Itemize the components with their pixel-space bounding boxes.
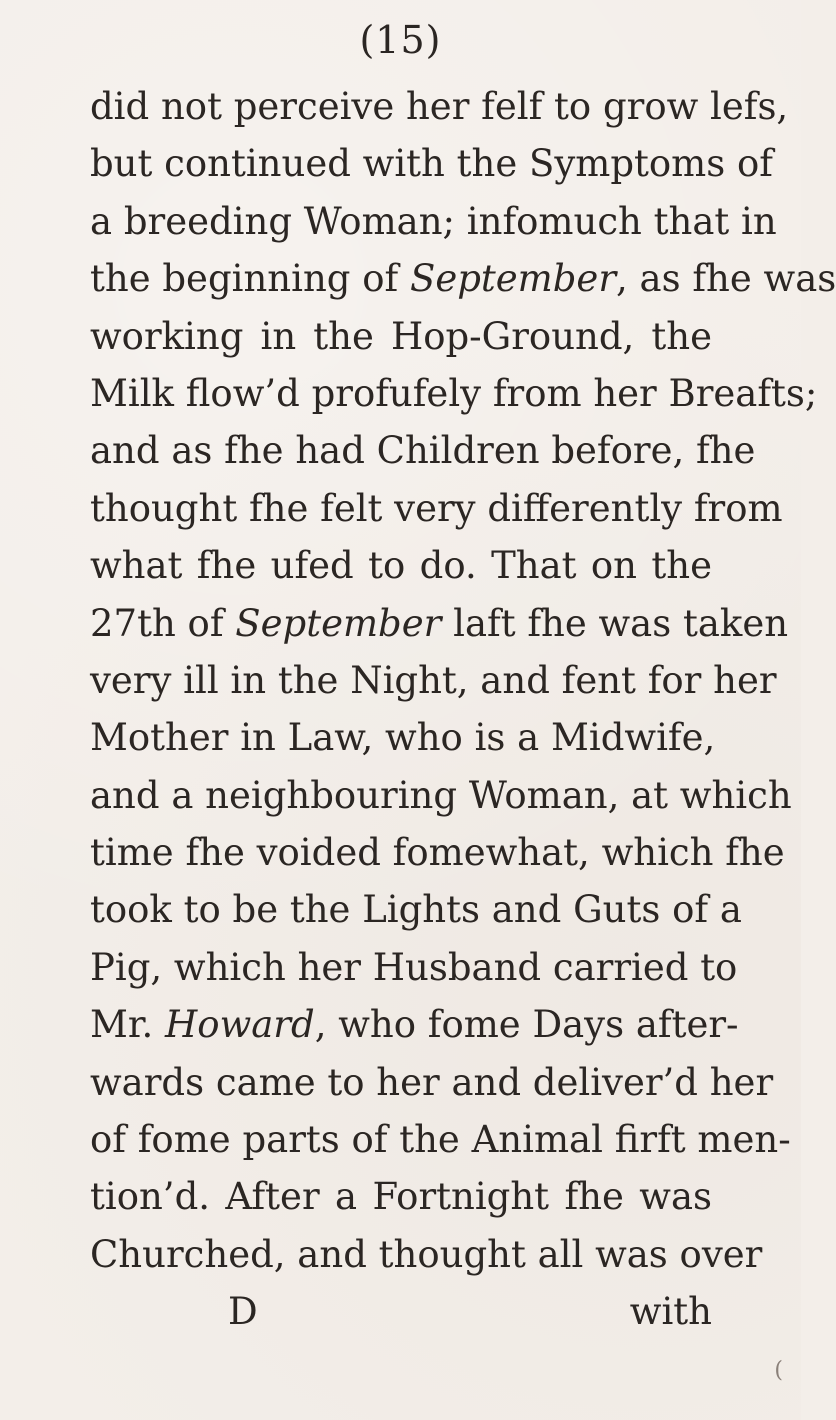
page-footer-line	[90, 1283, 712, 1340]
text-line: Mother in Law, who is a Midwife,	[90, 716, 716, 760]
text-line: Mr. Howard, who fome Days after-	[90, 1003, 739, 1047]
italic-month: September	[235, 601, 442, 645]
text-line: working in the Hop-Ground, the	[90, 314, 712, 358]
text-line: and as fhe had Children before, fhe	[90, 429, 756, 473]
catchword: with	[629, 1290, 712, 1334]
text-line: Pig, which her Husband carried to	[90, 945, 738, 989]
italic-name: Howard	[165, 1003, 315, 1047]
text-line: thought fhe felt very differently from	[90, 486, 783, 530]
text-line: a breeding Woman; infomuch that in	[90, 199, 777, 243]
text-line: took to be the Lights and Guts of a	[90, 888, 742, 932]
text-line: wards came to her and deliver’d her	[90, 1060, 774, 1104]
text-line: of fome parts of the Animal firft men-	[90, 1118, 791, 1162]
page-number: (15)	[359, 18, 442, 62]
text-line: and a neighbouring Woman, at which	[90, 773, 792, 817]
text-line: tion’d. After a Fortnight fhe was	[90, 1175, 712, 1219]
text-line: Milk flow’d profufely from her Breafts;	[90, 371, 818, 415]
text-line: very ill in the Night, and fent for her	[90, 658, 777, 702]
text-line: but continued with the Symptoms of	[90, 142, 773, 186]
text-line: the beginning of September, as fhe was	[90, 257, 836, 301]
text-line: Churched, and thought all was over	[90, 1232, 763, 1276]
body-text	[90, 78, 836, 1341]
italic-month: September	[409, 257, 617, 301]
text-line: what fhe ufed to do. That on the	[90, 544, 712, 588]
signature-mark: D	[228, 1290, 258, 1334]
text-line: did not perceive her felf to grow lefs,	[90, 85, 789, 128]
corner-mark: (	[774, 1358, 783, 1383]
text-line: 27th of September laft fhe was taken	[90, 601, 789, 645]
text-line: time fhe voided fomewhat, which fhe	[90, 831, 785, 875]
